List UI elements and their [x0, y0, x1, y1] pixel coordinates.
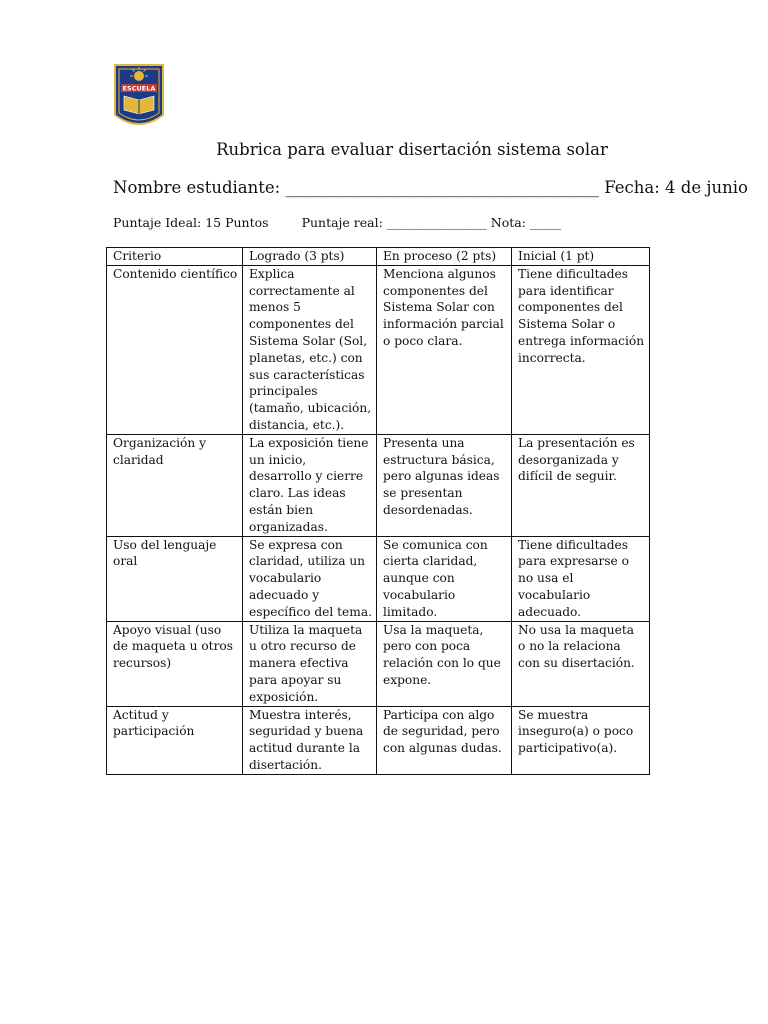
- table-row: [107, 434, 650, 536]
- header-inicial: Inicial (1 pt): [512, 248, 650, 266]
- en-proceso-cell: Presenta una estructura básica, pero algunas ideas se presentan desordenadas.: [377, 434, 512, 536]
- header-logrado: Logrado (3 pts): [243, 248, 377, 266]
- table-row: [107, 706, 650, 774]
- logrado-cell: Explica correctamente al menos 5 componentes del Sistema Solar (Sol, planetas, etc.) con sus características principales (tamaño, ubicación, distancia, etc.).: [243, 265, 377, 434]
- en-proceso-cell: Usa la maqueta, pero con poca relación con lo que expone.: [377, 621, 512, 706]
- student-name-date-line: Nombre estudiante: ______________________________________ Fecha: 4 de junio: [113, 178, 748, 197]
- score-line: [113, 215, 561, 230]
- school-crest-logo: [113, 63, 165, 133]
- table-header-row: [107, 248, 650, 266]
- en-proceso-cell: Menciona algunos componentes del Sistema Solar con información parcial o poco clara.: [377, 265, 512, 434]
- logrado-cell: Se expresa con claridad, utiliza un vocabulario adecuado y específico del tema.: [243, 536, 377, 621]
- en-proceso-cell: Participa con algo de seguridad, pero con algunas dudas.: [377, 706, 512, 774]
- table-row: [107, 265, 650, 434]
- rubric-table: [106, 247, 650, 775]
- logrado-cell: Utiliza la maqueta u otro recurso de manera efectiva para apoyar su exposición.: [243, 621, 377, 706]
- real-score-grade: Puntaje real: ________________ Nota: _____: [301, 215, 562, 230]
- inicial-cell: Tiene dificultades para identificar componentes del Sistema Solar o entrega información incorrecta.: [512, 265, 650, 434]
- crest-sun-icon: [134, 71, 144, 81]
- en-proceso-cell: Se comunica con cierta claridad, aunque con vocabulario limitado.: [377, 536, 512, 621]
- criterion-cell: Apoyo visual (uso de maqueta u otros recursos): [107, 621, 243, 706]
- table-row: [107, 536, 650, 621]
- logrado-cell: Muestra interés, seguridad y buena actitud durante la disertación.: [243, 706, 377, 774]
- criterion-cell: Contenido científico: [107, 265, 243, 434]
- criterion-cell: Actitud y participación: [107, 706, 243, 774]
- inicial-cell: Tiene dificultades para expresarse o no usa el vocabulario adecuado.: [512, 536, 650, 621]
- inicial-cell: No usa la maqueta o no la relaciona con su disertación.: [512, 621, 650, 706]
- criterion-cell: Uso del lenguaje oral: [107, 536, 243, 621]
- criterion-cell: Organización y claridad: [107, 434, 243, 536]
- table-row: [107, 621, 650, 706]
- page-title: Rubrica para evaluar disertación sistema solar: [216, 140, 608, 159]
- ideal-score: Puntaje Ideal: 15 Puntos: [113, 215, 269, 230]
- inicial-cell: Se muestra inseguro(a) o poco participativo(a).: [512, 706, 650, 774]
- inicial-cell: La presentación es desorganizada y difícil de seguir.: [512, 434, 650, 536]
- logrado-cell: La exposición tiene un inicio, desarrollo y cierre claro. Las ideas están bien organizadas.: [243, 434, 377, 536]
- header-en-proceso: En proceso (2 pts): [377, 248, 512, 266]
- header-criterio: Criterio: [107, 248, 243, 266]
- crest-text: ESCUELA: [122, 84, 156, 93]
